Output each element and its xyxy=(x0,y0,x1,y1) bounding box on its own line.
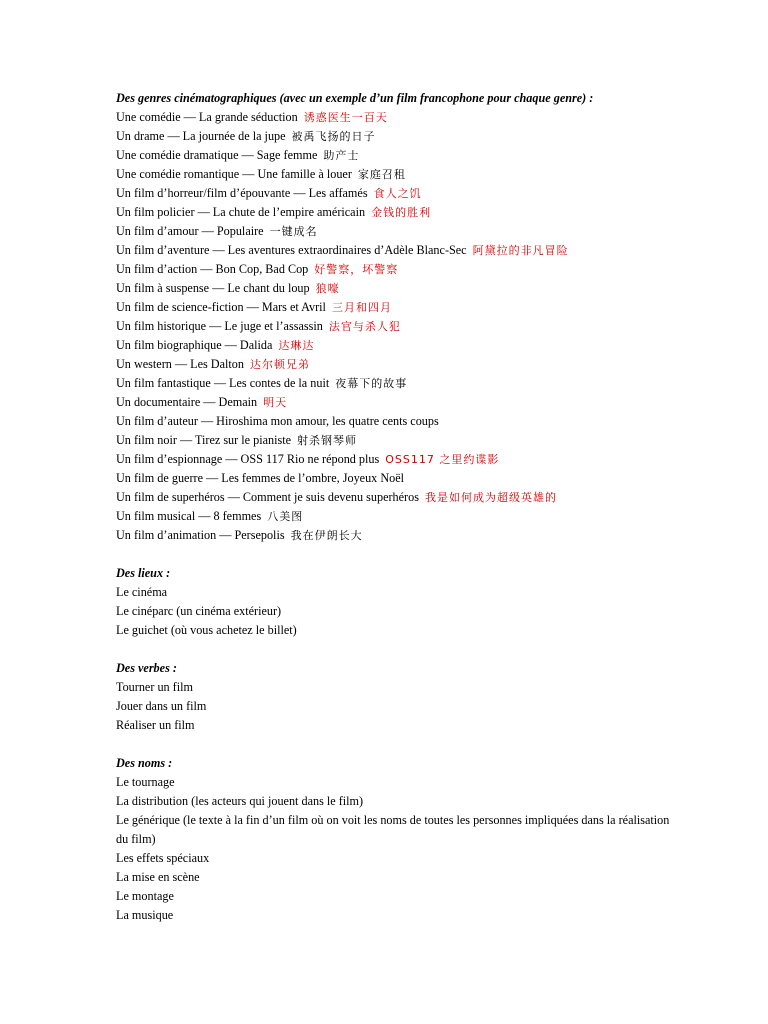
genre-chinese-title: 我是如何成为超级英雄的 xyxy=(424,491,557,504)
genre-chinese-title: 达琳达 xyxy=(278,339,315,352)
genre-text: Une comédie romantique — Une famille à louer xyxy=(116,167,352,181)
genre-chinese-title: 夜幕下的故事 xyxy=(335,377,408,390)
genre-chinese-title: 明天 xyxy=(263,396,288,409)
genre-text: Un film de guerre — Les femmes de l’ombre, Joyeux Noël xyxy=(116,471,405,485)
lieu-item: Le guichet (où vous achetez le billet) xyxy=(116,623,297,637)
genre-chinese-title: 我在伊朗长大 xyxy=(290,529,363,542)
lieu-item: Le cinéparc (un cinéma extérieur) xyxy=(116,604,282,618)
genre-item xyxy=(116,279,676,298)
genre-item xyxy=(116,184,676,203)
verbe-item: Jouer dans un film xyxy=(116,699,207,713)
genre-chinese-title: 助产士 xyxy=(323,149,360,162)
genre-item xyxy=(116,488,676,507)
genre-text: Un film d’auteur — Hiroshima mon amour, les quatre cents coups xyxy=(116,414,439,428)
genre-chinese-title: 好警察，坏警察 xyxy=(314,263,399,276)
genre-item xyxy=(116,241,676,260)
genre-chinese-title: 食人之饥 xyxy=(373,187,422,200)
noms-heading: Des noms : xyxy=(116,756,173,770)
section-spacer xyxy=(116,545,676,564)
genre-chinese-title: 被禹飞扬的日子 xyxy=(291,130,376,143)
genre-text: Un film de superhéros — Comment je suis devenu superhéros xyxy=(116,490,419,504)
genre-item xyxy=(116,374,676,393)
genre-text: Un film de science-fiction — Mars et Avril xyxy=(116,300,326,314)
genre-item xyxy=(116,298,676,317)
genre-item xyxy=(116,507,676,526)
genre-text: Un film noir — Tirez sur le pianiste xyxy=(116,433,292,447)
genre-item xyxy=(116,222,676,241)
nom-item: La musique xyxy=(116,908,174,922)
noms-list xyxy=(116,773,676,925)
genre-chinese-title: 射杀钢琴师 xyxy=(297,434,358,447)
lieu-item: Le cinéma xyxy=(116,585,168,599)
lieux-list xyxy=(116,583,676,640)
genre-text: Un film d’amour — Populaire xyxy=(116,224,264,238)
verbes-heading: Des verbes : xyxy=(116,661,177,675)
genre-item xyxy=(116,450,676,469)
genre-chinese-title: 三月和四月 xyxy=(331,301,392,314)
genre-item xyxy=(116,146,676,165)
genre-item xyxy=(116,317,676,336)
genre-chinese-title: 达尔顿兄弟 xyxy=(249,358,310,371)
genre-text: Un film musical — 8 femmes xyxy=(116,509,262,523)
nom-item: Les effets spéciaux xyxy=(116,851,210,865)
nom-item: La mise en scène xyxy=(116,870,200,884)
genre-item xyxy=(116,355,676,374)
genre-chinese-title: OSS117 之里约谍影 xyxy=(385,453,500,466)
genre-item xyxy=(116,108,676,127)
genre-item xyxy=(116,412,676,431)
genre-text: Un drame — La journée de la jupe xyxy=(116,129,286,143)
genre-text: Un film d’espionnage — OSS 117 Rio ne répond plus xyxy=(116,452,380,466)
verbe-item: Réaliser un film xyxy=(116,718,195,732)
genre-text: Un documentaire — Demain xyxy=(116,395,258,409)
document-page xyxy=(116,89,676,925)
genre-item xyxy=(116,526,676,545)
verbe-item: Tourner un film xyxy=(116,680,193,694)
genres-heading: Des genres cinématographiques (avec un exemple d’un film francophone pour chaque genre) : xyxy=(116,91,594,105)
genre-item xyxy=(116,203,676,222)
genre-item xyxy=(116,393,676,412)
genre-text: Un film à suspense — Le chant du loup xyxy=(116,281,310,295)
genre-chinese-title: 诱惑医生一百天 xyxy=(303,111,388,124)
genre-chinese-title: 一键成名 xyxy=(269,225,318,238)
genre-text: Un film d’action — Bon Cop, Bad Cop xyxy=(116,262,309,276)
nom-item: Le montage xyxy=(116,889,174,903)
genre-item xyxy=(116,127,676,146)
genre-text: Un film historique — Le juge et l’assassin xyxy=(116,319,323,333)
genre-chinese-title: 八美图 xyxy=(267,510,304,523)
genre-item xyxy=(116,336,676,355)
genre-text: Un film d’horreur/film d’épouvante — Les affamés xyxy=(116,186,368,200)
genre-text: Un film d’animation — Persepolis xyxy=(116,528,285,542)
nom-item: La distribution (les acteurs qui jouent dans le film) xyxy=(116,794,364,808)
genre-item xyxy=(116,431,676,450)
genre-text: Une comédie dramatique — Sage femme xyxy=(116,148,318,162)
genre-text: Un film d’aventure — Les aventures extraordinaires d’Adèle Blanc-Sec xyxy=(116,243,467,257)
section-spacer xyxy=(116,735,676,754)
verbes-list xyxy=(116,678,676,735)
genre-text: Un film biographique — Dalida xyxy=(116,338,273,352)
genre-text: Une comédie — La grande séduction xyxy=(116,110,298,124)
nom-item: Le générique (le texte à la fin d’un film où on voit les noms de toutes les personnes impliquées dans la réalisation du film) xyxy=(116,813,670,846)
genre-item xyxy=(116,165,676,184)
section-spacer xyxy=(116,640,676,659)
genre-chinese-title: 金钱的胜利 xyxy=(371,206,432,219)
genres-list xyxy=(116,108,676,545)
genre-chinese-title: 阿黛拉的非凡冒险 xyxy=(472,244,569,257)
genre-item xyxy=(116,469,676,488)
nom-item: Le tournage xyxy=(116,775,175,789)
genre-text: Un western — Les Dalton xyxy=(116,357,244,371)
genre-chinese-title: 狼嚎 xyxy=(315,282,340,295)
genre-text: Un film policier — La chute de l’empire américain xyxy=(116,205,366,219)
lieux-heading: Des lieux : xyxy=(116,566,171,580)
genre-item xyxy=(116,260,676,279)
genre-text: Un film fantastique — Les contes de la nuit xyxy=(116,376,330,390)
genre-chinese-title: 法官与杀人犯 xyxy=(328,320,401,333)
genre-chinese-title: 家庭召租 xyxy=(357,168,406,181)
